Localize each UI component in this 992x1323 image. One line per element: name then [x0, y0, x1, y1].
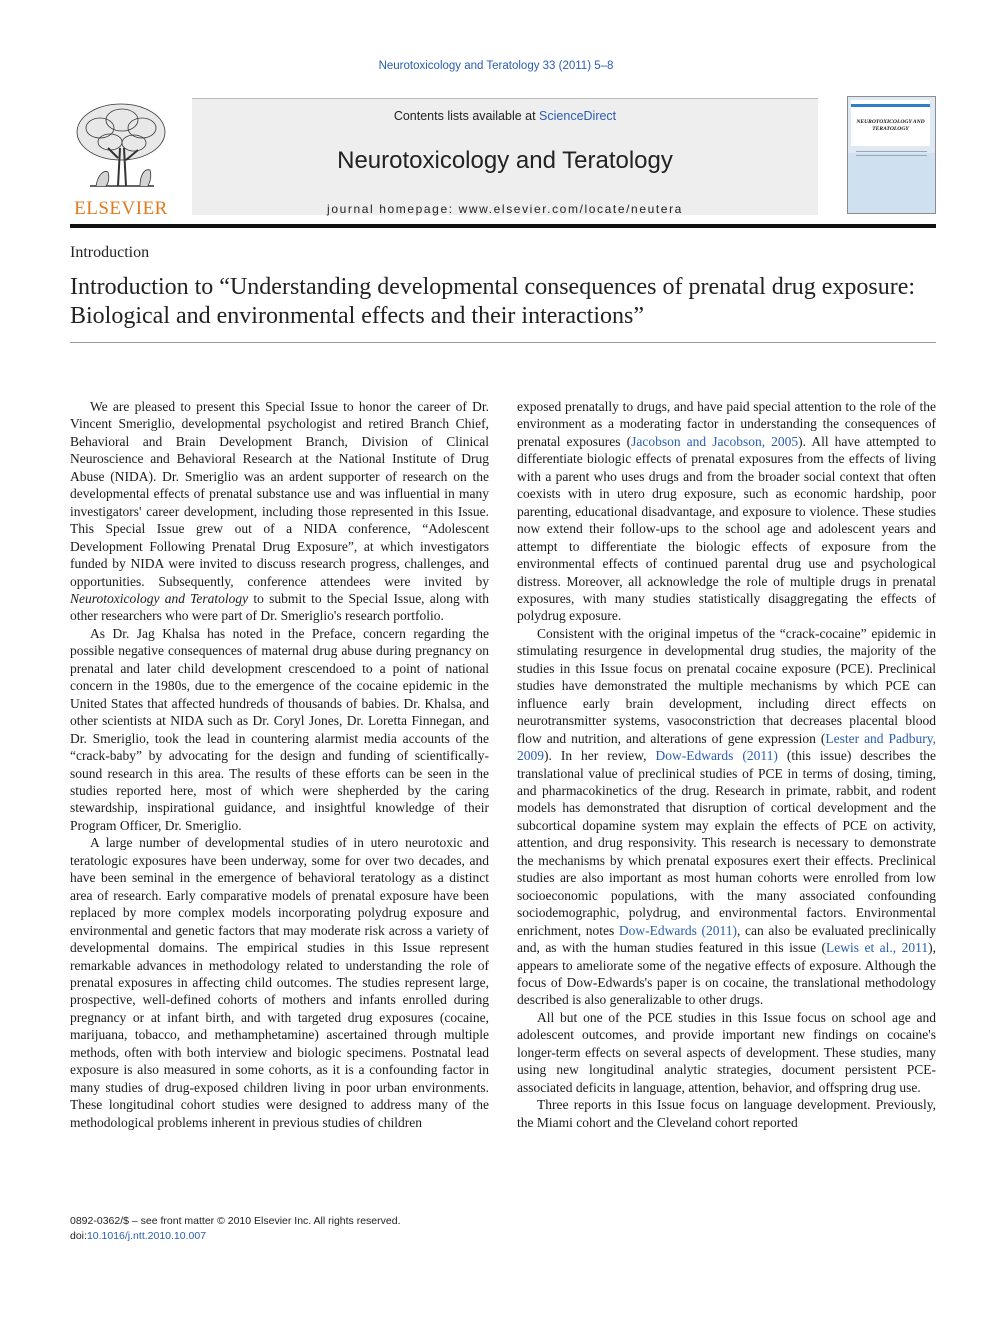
article-title: Introduction to “Understanding developmental consequences of prenatal drug exposure: Biological and environmental effects and their interactions” — [70, 274, 916, 329]
text-run: to submit to the Special Issue, along with other researchers who were part of Dr. Smeriglio's research portfolio. — [70, 590, 489, 624]
body-paragraph: All but one of the PCE studies in this Issue focus on school age and adolescent outcomes, and provide important new findings on cocaine's longer-term effects on several aspects of development. These studies, many using new longitudinal analytic strategies, document persistent PCE-associated deficits in language, attention, behavior, and offspring drug use. — [517, 1009, 936, 1095]
body-paragraph: As Dr. Jag Khalsa has noted in the Preface, concern regarding the possible negative consequences of maternal drug abuse during pregnancy on prenatal and later child development crescendoed to a point of national concern in the 1980s, due to the emergence of the cocaine epidemic in the United States that affected hundreds of thousands of babies. Dr. Khalsa, and other scientists at NIDA such as Dr. Coryl Jones, Dr. Loretta Finnegan, and Dr. Smeriglio, took the lead in countering alarmist media accounts of the “crack-baby” by advocating for the design and funding of scientifically-sound research in this area. The results of these efforts can be seen in the studies reported here, most of which were shepherded by the caring stewardship, inspirational guidance, and insightful knowledge of their Program Officer, Dr. Smeriglio. — [70, 625, 489, 833]
tree-icon — [70, 98, 172, 196]
reference-link[interactable]: Lester and Padbury, 2009 — [517, 730, 937, 764]
reference-link[interactable]: Jacobson and Jacobson, 2005 — [631, 433, 799, 449]
text-run: ), appears to ameliorate some of the negative effects of exposure. Although the focus of Dow-Edwards's paper is on cocaine, the translational methodology described is also generalizable to other drugs. — [517, 940, 936, 1008]
text-run: ). In her review, — [544, 748, 656, 764]
cover-divider — [856, 155, 927, 156]
body-column-right — [517, 398, 936, 1131]
body-paragraph: A large number of developmental studies of in utero neurotoxic and teratologic exposures have been underway, some for over two decades, and have been seminal in the emergence of behavioral teratology as a distinct area of research. Early comparative models of prenatal exposure have been replaced by more complex models incorporating polydrug exposure and environmental and genetic factors that may moderate risk across a variety of developmental domains. The empirical studies in this Issue represent remarkable advances in methodology related to understanding the role of prenatal exposures in affecting child outcomes. The studies represent large, prospective, well-defined cohorts of mothers and infants enrolled during pregnancy or at infant birth, and with targeted drug exposures (cocaine, marijuana, tobacco, and methamphetamine) ascertained through multiple methods, often with both interview and biologic specimens. Postnatal lead exposure is also measured in some cohorts, as it is a confounding factor in many studies of drug-exposed children living in poor urban environments. These longitudinal cohort studies were designed to address many of the methodological problems inherent in previous studies of children — [70, 835, 489, 1130]
reference-link[interactable]: Lewis et al., 2011 — [826, 940, 929, 956]
doi-prefix: doi: — [70, 1230, 87, 1242]
cover-divider — [856, 151, 927, 152]
body-paragraph: Three reports in this Issue focus on language development. Previously, the Miami cohort and the Cleveland cohort reported — [517, 1097, 936, 1130]
header-divider — [70, 224, 936, 228]
homepage-url[interactable]: www.elsevier.com/locate/neutera — [458, 202, 683, 216]
sciencedirect-link[interactable]: ScienceDirect — [539, 109, 617, 123]
journal-citation[interactable]: Neurotoxicology and Teratology 33 (2011) 5–8 — [378, 60, 614, 72]
text-run: Consistent with the original impetus of the “crack-cocaine” epidemic in stimulating resurgence in developmental drug studies, the majority of the studies in this Issue focus on prenatal cocaine exposure (PCE). Preclinical studies have demonstrated the multiple mechanisms by which PCE can influence early brain development, including direct effects on neurotransmitter systems, vasoconstriction that decreases placental blood flow and nutrition, and alterations of gene expression ( — [517, 625, 936, 746]
text-run: exposed prenatally to drugs, and have paid special attention to the role of the environment as a moderating factor in understanding the consequences of prenatal exposures ( — [517, 399, 936, 449]
reference-link[interactable]: Dow-Edwards (2011) — [618, 922, 737, 938]
body-paragraph — [517, 625, 936, 1009]
doi-line — [70, 1229, 490, 1244]
journal-title: Neurotoxicology and Teratology — [337, 147, 673, 174]
text-run: ). All have attempted to differentiate biologic effects of prenatal exposures from the effects of living with a parent who uses drugs and from the broader social context that often coexists with in utero drug exposure, such as economic hardship, poor parenting, educational disadvantage, and exposure to violence. These studies now extend their follow-ups to the school age and adolescent years and attempt to differentiate the biologic effects of exposure from the environmental effects of continued parental drug use and psychological distress. Moreover, all acknowledge the role of multiple drugs in prenatal exposures, with many studies statistically disaggregating the effects of polydrug exposure. — [517, 433, 936, 624]
publisher-logo[interactable] — [70, 98, 172, 219]
journal-masthead — [70, 94, 936, 220]
title-divider — [70, 342, 936, 343]
cover-image-area — [848, 153, 935, 213]
reference-link[interactable]: Dow-Edwards (2011) — [655, 748, 778, 764]
doi-link[interactable]: 10.1016/j.ntt.2010.10.007 — [86, 1230, 207, 1242]
journal-homepage — [192, 202, 818, 216]
cover-title: NEUROTOXICOLOGY AND TERATOLOGY — [856, 119, 925, 133]
text-run: (this issue) describes the translational value of preclinical studies of PCE in terms of dosing, timing, and pharmacokinetics of the drug. Research in primate, rabbit, and rodent models has demonstrated that disruption of cortical development and the subcortical dopamine system may explain the effects of PCE on activity, attention, and drug responsivity. This research is necessary to demonstrate the mechanisms by which prenatal exposures exert their effects. Preclinical studies are also important as most human cohorts were enrolled from low socioeconomic populations, with the many associated confounding sociodemographic, polydrug, and environmental factors. Environmental enrichment, notes — [517, 748, 936, 938]
body-paragraph — [70, 398, 489, 625]
text-run: We are pleased to present this Special Issue to honor the career of Dr. Vincent Smeriglio, developmental psychologist and retired Branch Chief, Behavioral and Brain Development Branch, Division of Clinical Neuroscience and Behavioral Research at the National Institute of Drug Abuse (NIDA). Dr. Smeriglio was an ardent supporter of research on the developmental effects of prenatal substance use and was influential in many investigators' career development, including those represented in this Issue. This Special Issue grew out of a NIDA conference, “Adolescent Development Following Prenatal Drug Exposure”, at which investigators funded by NIDA were invited to discuss research progress, challenges, and opportunities. Subsequently, conference attendees were invited by — [70, 399, 489, 589]
journal-cover-thumbnail[interactable] — [847, 96, 936, 214]
article-section: Introduction — [70, 244, 150, 261]
publisher-name: ELSEVIER — [74, 198, 168, 219]
issn-line: 0892-0362/$ – see front matter © 2010 Elsevier Inc. All rights reserved. — [70, 1215, 401, 1227]
cover-stripe — [851, 104, 930, 107]
masthead-banner — [192, 98, 818, 215]
contents-line — [192, 109, 818, 123]
text-run: , can also be evaluated preclinically and, as with the human studies featured in this issue ( — [517, 922, 936, 956]
homepage-prefix: journal homepage: — [327, 202, 459, 216]
body-paragraph — [517, 398, 936, 625]
footer-note — [70, 1214, 490, 1244]
contents-prefix: Contents lists available at — [393, 109, 540, 123]
body-column-left — [70, 398, 489, 1131]
journal-name-italic: Neurotoxicology and Teratology — [70, 590, 249, 606]
